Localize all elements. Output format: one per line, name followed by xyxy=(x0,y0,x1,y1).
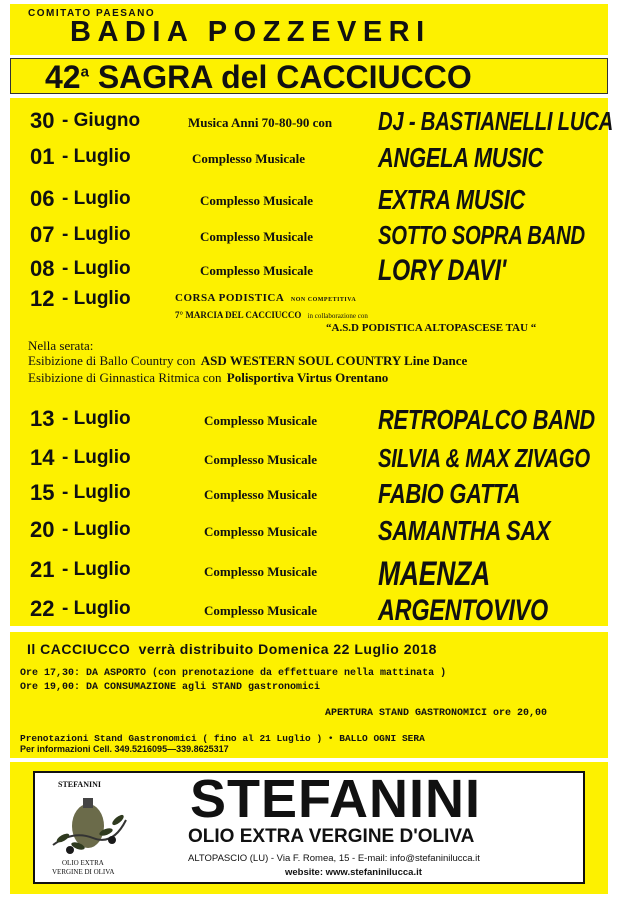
race-month: - Luglio xyxy=(62,288,131,309)
event-activity: Complesso Musicale xyxy=(204,524,318,539)
event-month: - Luglio xyxy=(62,224,131,245)
event-activity: Complesso Musicale xyxy=(204,487,318,502)
event-band: SAMANTHA SAX xyxy=(378,515,551,546)
event-activity: Complesso Musicale xyxy=(204,413,318,428)
town-title: BADIA POZZEVERI xyxy=(70,16,431,48)
event-month: - Luglio xyxy=(62,146,131,167)
event-activity: Complesso Musicale xyxy=(204,603,318,618)
sponsor-website: website: www.stefaninilucca.it xyxy=(285,867,422,878)
event-band: ANGELA MUSIC xyxy=(378,142,544,173)
logo-bottom-text-1: OLIO EXTRA xyxy=(62,859,104,867)
event-month: - Luglio xyxy=(62,559,131,580)
event-day: 14 xyxy=(30,445,55,470)
event-activity: Complesso Musicale xyxy=(200,193,314,208)
event-month: - Luglio xyxy=(62,447,131,468)
event-day: 13 xyxy=(30,406,55,431)
cacciucco-line: Il CACCIUCCO verrà distribuito Domenica 22 Luglio 2018 xyxy=(27,641,437,657)
event-band: SOTTO SOPRA BAND xyxy=(378,220,585,250)
event-band: DJ - BASTIANELLI LUCA xyxy=(378,106,614,136)
event-band: LORY DAVI' xyxy=(378,254,507,287)
event-day: 08 xyxy=(30,256,55,281)
logo-olive xyxy=(66,846,74,854)
event-band: RETROPALCO BAND xyxy=(378,404,595,435)
event-day: 22 xyxy=(30,596,55,621)
event-day: 06 xyxy=(30,186,55,211)
sponsor-address: ALTOPASCIO (LU) - Via F. Romea, 15 - E-mail: info@stefaninilucca.it xyxy=(188,853,480,864)
event-title: 42$^a$ SAGRA del CACCIUCCO xyxy=(45,59,472,95)
event-month: - Giugno xyxy=(62,110,141,131)
event-day: 21 xyxy=(30,557,55,582)
event-month: - Luglio xyxy=(62,408,131,429)
event-band: EXTRA MUSIC xyxy=(378,184,526,215)
logo-bottom-text-2: VERGINE DI OLIVA xyxy=(52,868,115,876)
sponsor-name: STEFANINI xyxy=(190,769,482,829)
logo-top-text: STEFANINI xyxy=(58,780,101,789)
olive-branch-logo xyxy=(48,790,128,860)
sponsor-product: OLIO EXTRA VERGINE D'OLIVA xyxy=(188,826,475,847)
event-band: FABIO GATTA xyxy=(378,478,521,509)
event-month: - Luglio xyxy=(62,598,131,619)
logo-olive xyxy=(108,836,116,844)
event-day: 15 xyxy=(30,480,55,505)
logo-bottle-neck xyxy=(83,798,93,808)
event-band: SILVIA & MAX ZIVAGO xyxy=(378,443,590,473)
event-activity: Complesso Musicale xyxy=(204,564,318,579)
bookings-line: Prenotazioni Stand Gastronomici ( fino al 21 Luglio ) • BALLO OGNI SERA xyxy=(20,733,425,744)
event-band: ARGENTOVIVO xyxy=(378,594,548,627)
evening-heading: Nella serata: xyxy=(28,338,94,353)
dinein-line: Ore 19,00: DA CONSUMAZIONE agli STAND gastronomici xyxy=(20,682,321,693)
event-day: 07 xyxy=(30,222,55,247)
contacts-line: Per informazioni Cell. 349.5216095—339.8625317 xyxy=(20,744,229,754)
event-activity: Complesso Musicale xyxy=(200,263,314,278)
event-day: 20 xyxy=(30,517,55,542)
event-activity: Complesso Musicale xyxy=(204,452,318,467)
event-month: - Luglio xyxy=(62,519,131,540)
event-activity: Musica Anni 70-80-90 con xyxy=(188,115,333,130)
pickup-line: Ore 17,30: DA ASPORTO (con prenotazione da effettuare nella mattinata ) xyxy=(20,668,447,679)
race-line1: CORSA PODISTICA NON COMPETITIVA xyxy=(175,292,357,304)
evening-line1: Esibizione di Ballo Country con ASD WESTERN SOUL COUNTRY Line Dance xyxy=(28,353,468,368)
logo-bottle-shape xyxy=(72,804,104,848)
event-activity: Complesso Musicale xyxy=(200,229,314,244)
committee-label: COMITATO PAESANO xyxy=(28,8,156,19)
event-day: 30 xyxy=(30,108,55,133)
race-line2: 7° MARCIA DEL CACCIUCCO in collaborazione con xyxy=(175,310,368,320)
race-day: 12 xyxy=(30,286,55,311)
race-partner: “A.S.D PODISTICA ALTOPASCESE TAU “ xyxy=(326,322,537,334)
opening-line: APERTURA STAND GASTRONOMICI ore 20,00 xyxy=(325,708,548,719)
event-day: 01 xyxy=(30,144,55,169)
evening-line2: Esibizione di Ginnastica Ritmica con Polisportiva Virtus Orentano xyxy=(28,370,389,385)
event-activity: Complesso Musicale xyxy=(192,151,306,166)
event-month: - Luglio xyxy=(62,188,131,209)
event-band: MAENZA xyxy=(378,555,491,593)
event-month: - Luglio xyxy=(62,258,131,279)
event-month: - Luglio xyxy=(62,482,131,503)
